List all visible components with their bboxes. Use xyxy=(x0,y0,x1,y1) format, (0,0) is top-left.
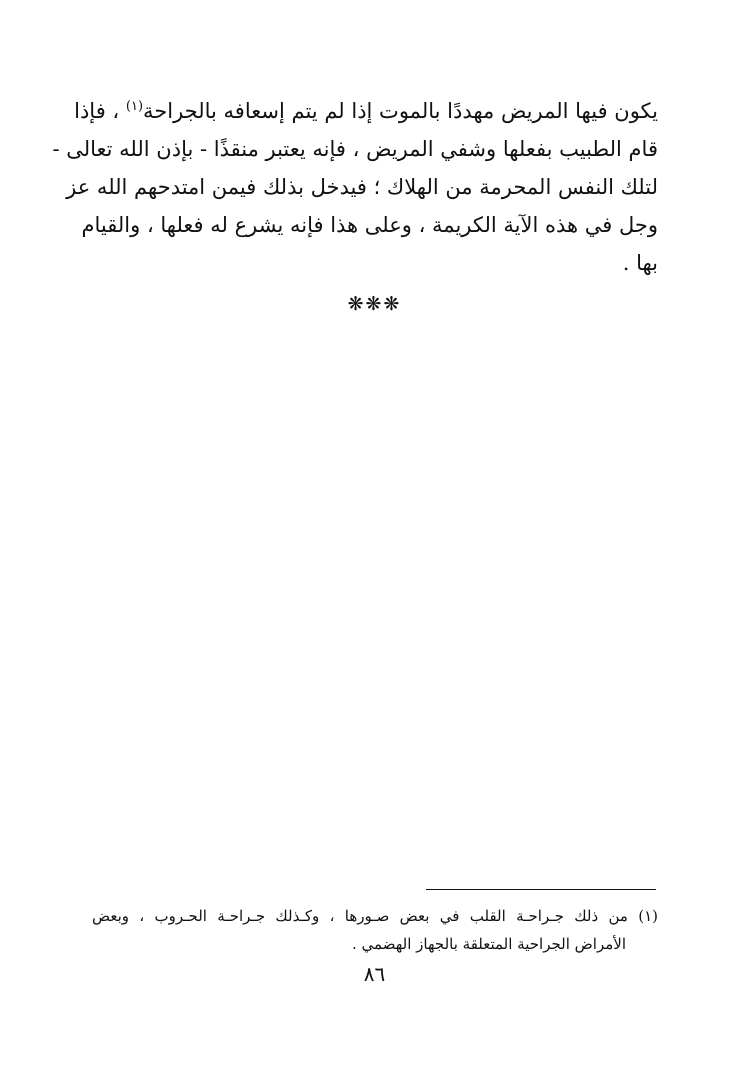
footnote-divider xyxy=(426,889,656,890)
body-line-5: بها . xyxy=(622,251,658,275)
page-number: ٨٦ xyxy=(363,962,386,986)
footnote-reference[interactable]: (١) xyxy=(125,99,144,114)
footnote-line-2: الأمراض الجراحية المتعلقة بالجهاز الهضمي . xyxy=(352,935,626,953)
body-line-1-tail: ، فإذا xyxy=(74,99,126,123)
body-text xyxy=(52,92,658,282)
body-line-2: قام الطبيب بفعلها وشفي المريض ، فإنه يعتبر منقذًا - بإذن الله تعالى - xyxy=(52,137,658,161)
section-separator: ❋❋❋ xyxy=(347,293,402,315)
body-line-1 xyxy=(74,92,658,130)
footnote-line-1: (١) من ذلك جـراحـة القلب في بعض صـورها ، وكـذلك جـراحـة الحـروب ، وبعض xyxy=(92,907,658,925)
body-line-3: لتلك النفس المحرمة من الهلاك ؛ فيدخل بذلك فيمن امتدحهم الله عز xyxy=(66,175,658,199)
body-line-1-text: يكون فيها المريض مهددًا بالموت إذا لم يتم إسعافه بالجراحة xyxy=(143,99,658,123)
body-line-4: وجل في هذه الآية الكريمة ، وعلى هذا فإنه يشرع له فعلها ، والقيام xyxy=(81,213,658,237)
footnote xyxy=(92,902,658,958)
